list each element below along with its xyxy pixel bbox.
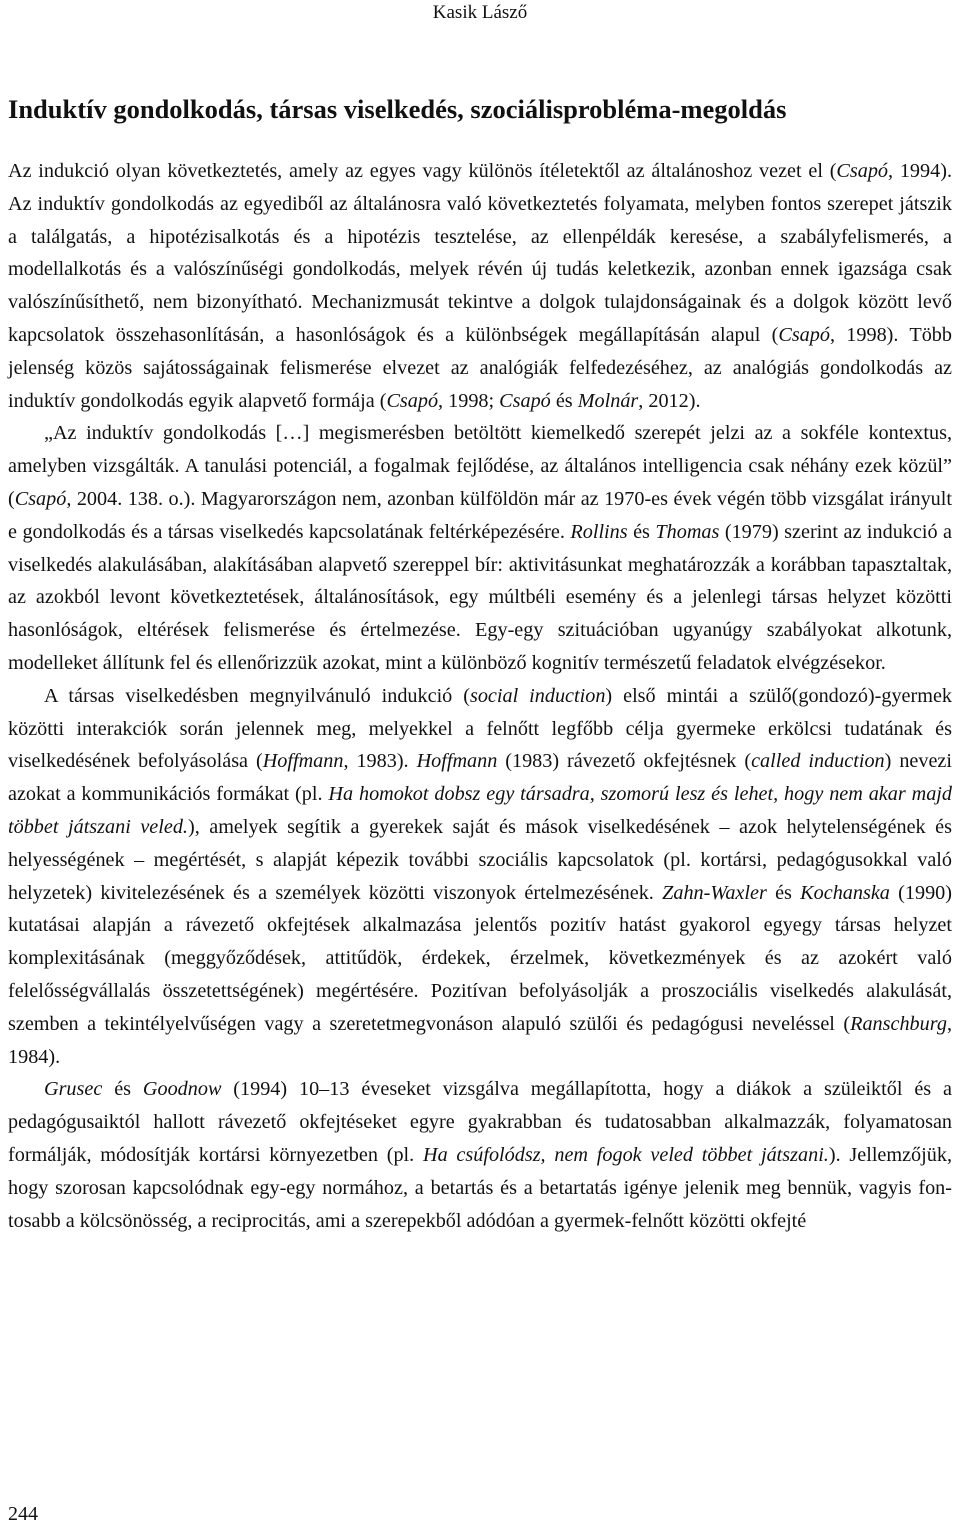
italic-text-run: Hoffmann: [416, 750, 498, 773]
italic-text-run: Csapó: [14, 487, 67, 510]
text-run: , 1998). Több jelenség közös sajátosságainak felismerése elvezet az analógiák felfedezéséhez, az analógiás gondolkodás az induktív gondolkodás egyik alapvető formája (: [8, 323, 952, 412]
text-run: (1990) kutatásai alapján a rávezető okfejtések alkalmazása jelentős pozitív hatást gyakorol egyegy társas helyzet komplexitásának (meggyőződések, attitűdök, érdekek, érzelmek, következmények és az azokért való felelősségvállalás összetettségének) megértésére. Pozitívan befolyásolják a proszociális viselkedés alakulását, szemben a tekintélyelvűségen vagy a szeretetmegvonáson alapuló szülői és pedagógusi neveléssel (: [8, 881, 952, 1035]
italic-text-run: Ha homokot dobsz egy társadra, szomorú lesz és lehet, hogy nem akar majd többet játszani veled.: [8, 783, 952, 838]
text-run: és: [102, 1078, 143, 1101]
text-run: , 1983).: [343, 750, 417, 773]
text-run: Az indukció olyan következtetés, amely az egyes vagy különös ítéletektől az általánoshoz vezet el (: [8, 160, 837, 182]
text-run: (1979) szerint az indukció a viselkedés alakulásában, alakításában alapvető szereppel bír: aktivitásunkat meghatározzák a korábban tapasztaltak, az azokból levont következtetések, általánosítások, egy múltbéli esemény és a jelenlegi társas helyzet közötti hasonlóságok, eltérések felismerése és értelmezése. Egy-egy szituációban ugyanúgy szabályokat alkotunk, modelleket állítunk fel és ellenőrizzük azokat, mint a különböző kognitív természetű feladatok elvégzésekor.: [8, 520, 952, 674]
text-run: ), amelyek segítik a gyerekek saját és mások viselkedésének – azok helytelenségének és helyességének – megértését, s alapját képezik további szociális kapcsolatok (pl. kortársi, pedagógusokkal való helyzetek) kivitelezésének és a személyek közötti viszonyok értelmezésének.: [8, 815, 952, 904]
italic-text-run: Rollins: [570, 520, 628, 543]
text-run: , 1994). Az induktív gondolkodás az egyediből az általánosra való következtetés folyamata, melyben fontos szerepet játszik a találgatás, a hipotézisalkotás és a hipotézis tesztelése, az ellenpéldák keresése, a szabályfelismerés, a modellalkotás és a valószínűségi gondolkodás, melyek révén új tudás keletkezik, azonban ennek igazsága csak valószínűsíthető, nem bizonyítható. Mechanizmusát tekintve a dolgok tulajdonságainak és a dolgok között levő kapcsolatok összehasonlításán, a hasonlóságok és a különbségek megállapításán alapul (: [8, 160, 952, 346]
text-run: (1983) rávezető okfejtésnek (: [497, 750, 752, 773]
article-body: [8, 155, 952, 1237]
italic-text-run: Hoffmann: [262, 750, 344, 773]
paragraph-1: [8, 155, 952, 417]
italic-text-run: Ranschburg: [850, 1012, 947, 1035]
italic-text-run: Zahn-Waxler: [662, 881, 767, 904]
text-run: , 2004. 138. o.). Magyarországon nem, azonban külföldön már az 1970-es évek végén több vizsgálat irányult e gondolkodás és a társas viselkedés kapcsolatának feltérképezésére.: [8, 487, 952, 543]
italic-text-run: Csapó: [499, 389, 551, 412]
article-title: Induktív gondolkodás, társas viselkedés, szociálisprobléma-megoldás: [8, 93, 787, 124]
text-run: , 2012).: [638, 389, 701, 412]
text-run: „Az induktív gondolkodás […] megismerésben betöltött kiemelkedő szerepét jelzi az a sokféle kontextus, amelyben vizsgálták. A tanulási potenciál, a fogalmak fejlődése, az általános intelligencia csak néhány ezek közül” (: [8, 422, 952, 510]
running-header: [0, 2, 960, 24]
paragraph-3: [8, 680, 952, 1074]
italic-text-run: Thomas: [655, 520, 720, 543]
italic-text-run: Ha csúfolódsz, nem fogok veled többet játszani.: [422, 1143, 829, 1166]
paragraph-4: [8, 1073, 952, 1237]
italic-text-run: Csapó: [836, 160, 889, 182]
italic-text-run: Csapó: [386, 389, 439, 412]
italic-text-run: social induction: [469, 684, 606, 707]
text-run: és: [766, 881, 801, 904]
text-run: (1994) 10–13 éveseket vizsgálva megállapította, hogy a diákok a szüleiktől és a pedagógusaiktól hallott rávezető okfejtéseket egyre gyakrabban és tudatosabban alkalmazzák, folyamatosan formálják, módosítják kortársi környezetben (pl.: [8, 1078, 952, 1166]
italic-text-run: Grusec: [44, 1078, 103, 1101]
italic-text-run: Kochanska: [800, 881, 890, 904]
text-run: A társas viselkedésben megnyilvánuló indukció (: [44, 684, 470, 707]
text-run: ) első mintái a szülő(gondozó)-gyermek közötti interakciók során jelennek meg, melyekkel a felnőtt legfőbb célja gyermeke erkölcsi tudatának és viselkedésének befolyásolása (: [8, 684, 952, 773]
italic-text-run: called induction: [751, 750, 885, 773]
text-run: ). Jellemzőjük, hogy szorosan kapcsolódnak egy-egy normához, a betartás és a betartatás igénye jelenik meg bennük, vagyis fontosabb a kölcsönösség, a reciprocitás, ami a szerepekből adódóan a gyermek-felnőtt közötti okfejté: [8, 1143, 952, 1232]
italic-text-run: Molnár: [577, 389, 639, 412]
text-run: és: [550, 389, 578, 412]
paragraph-2: [8, 417, 952, 679]
italic-text-run: Goodnow: [142, 1078, 222, 1101]
text-run: , 1984).: [8, 1012, 952, 1068]
page-number: 244: [8, 1503, 38, 1525]
text-run: és: [627, 520, 656, 543]
text-run: ) nevezi azokat a kommunikációs formákat (pl.: [8, 750, 952, 806]
italic-text-run: Csapó: [778, 323, 830, 346]
header-author: Kasik Lásző: [432, 2, 528, 23]
text-run: , 1998;: [438, 389, 500, 412]
